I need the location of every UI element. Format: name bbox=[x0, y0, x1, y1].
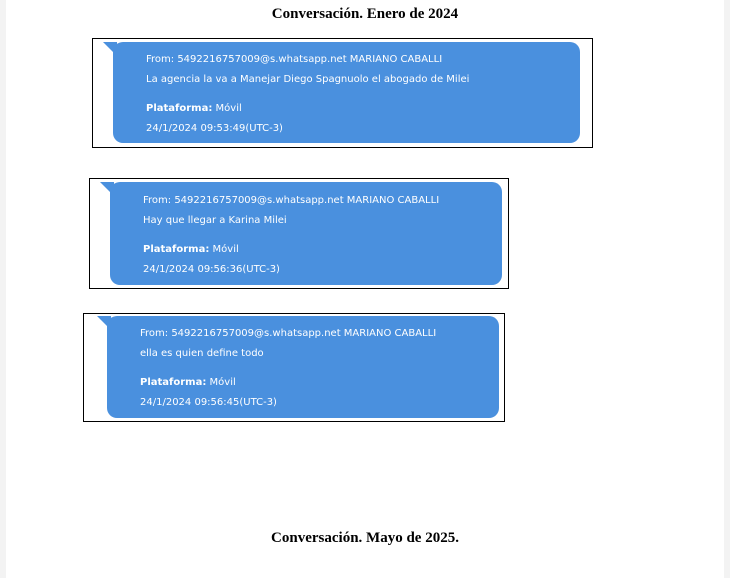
platform-value: Móvil bbox=[209, 244, 239, 255]
message-sender: From: 5492216757009@s.whatsapp.net MARIANO CABALLI bbox=[146, 54, 443, 65]
message-bubble-2 bbox=[110, 182, 502, 285]
platform-label: Plataforma: bbox=[146, 103, 213, 114]
message-platform bbox=[140, 378, 236, 388]
message-timestamp: 24/1/2024 09:53:49(UTC-3) bbox=[146, 123, 283, 134]
platform-value: Móvil bbox=[212, 103, 242, 114]
message-text: La agencia la va a Manejar Diego Spagnuolo el abogado de Milei bbox=[146, 74, 470, 85]
heading-enero-2024: Conversación. Enero de 2024 bbox=[271, 6, 459, 22]
message-bubble-1 bbox=[113, 42, 580, 143]
message-timestamp: 24/1/2024 09:56:45(UTC-3) bbox=[140, 397, 277, 408]
message-frame-3 bbox=[83, 313, 505, 422]
message-text: ella es quien define todo bbox=[140, 348, 264, 359]
heading-mayo-2025: Conversación. Mayo de 2025. bbox=[271, 530, 459, 546]
message-timestamp: 24/1/2024 09:56:36(UTC-3) bbox=[143, 264, 280, 275]
platform-label: Plataforma: bbox=[140, 377, 207, 388]
message-bubble-3 bbox=[107, 316, 499, 418]
platform-value: Móvil bbox=[206, 377, 236, 388]
message-sender: From: 5492216757009@s.whatsapp.net MARIANO CABALLI bbox=[140, 328, 437, 339]
bubble-tail bbox=[103, 42, 117, 56]
bubble-tail bbox=[100, 182, 114, 196]
platform-label: Plataforma: bbox=[143, 244, 210, 255]
message-platform bbox=[143, 245, 239, 255]
message-platform bbox=[146, 104, 242, 114]
bubble-tail bbox=[97, 316, 111, 330]
message-sender: From: 5492216757009@s.whatsapp.net MARIANO CABALLI bbox=[143, 195, 440, 206]
message-frame-1 bbox=[92, 38, 593, 148]
message-text: Hay que llegar a Karina Milei bbox=[143, 215, 287, 226]
message-frame-2 bbox=[89, 178, 509, 289]
